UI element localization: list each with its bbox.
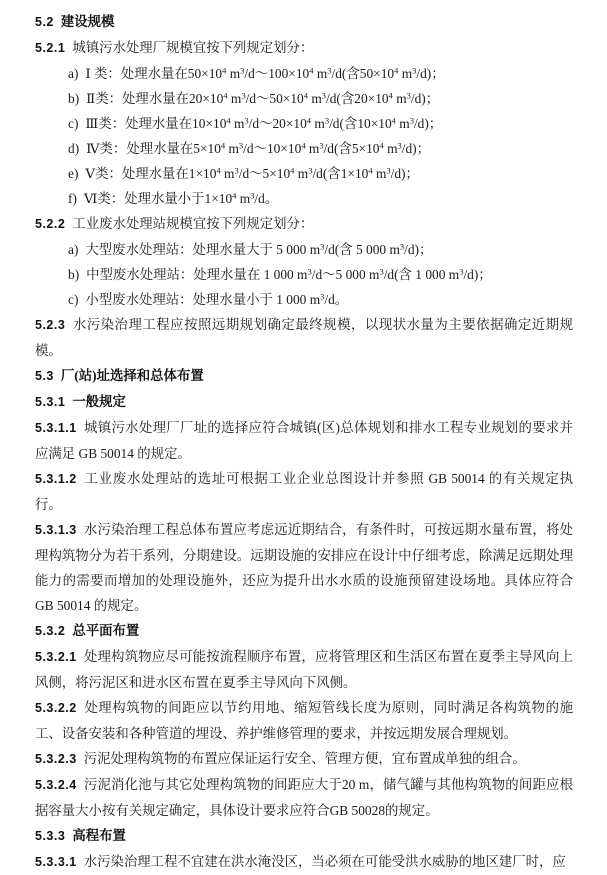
heading-number: 5.3.3 — [35, 829, 66, 843]
section-heading — [35, 618, 573, 644]
section-heading — [35, 389, 573, 415]
clause-number: 5.2.1 — [35, 41, 66, 55]
heading-number: 5.3 — [35, 369, 54, 383]
list-item — [35, 61, 573, 86]
clause-text: 水污染治理工程总体布置应考虑远近期结合，有条件时，可按远期水量布置，将处理构筑物分为若干系列，分期建设。远期设施的安排应在设计中仔细考虑，除满足远期处理能力的需要而增加的处理设施外，还应为提升出水水质的设施预留建设场地。具体应符合 GB 50014 的规定。 — [35, 522, 573, 613]
clause-number: 5.3.2.4 — [35, 778, 77, 792]
document-body — [35, 9, 573, 875]
clause-paragraph — [35, 746, 573, 772]
clause-paragraph — [35, 772, 573, 823]
clause-paragraph — [35, 415, 573, 466]
clause-text: 处理构筑物应尽可能按流程顺序布置，应将管理区和生活区布置在夏季主导风向上风侧，将污泥区和进水区布置在夏季主导风向下风侧。 — [35, 649, 573, 690]
list-item-label: b) — [68, 91, 80, 106]
list-item-label: c) — [68, 116, 79, 131]
clause-text: 水污染治理工程不宜建在洪水淹没区，当必须在可能受洪水威胁的地区建厂时，应 — [83, 854, 566, 869]
clause-paragraph — [35, 35, 573, 61]
clause-paragraph — [35, 695, 573, 746]
clause-text: 城镇污水处理厂厂址的选择应符合城镇(区)总体规划和排水工程专业规划的要求并应满足 GB 50014 的规定。 — [35, 420, 573, 461]
clause-paragraph — [35, 466, 573, 517]
list-item-label: a) — [68, 66, 79, 81]
list-item — [35, 161, 573, 186]
clause-number: 5.3.1.2 — [35, 472, 77, 486]
heading-number: 5.3.1 — [35, 395, 66, 409]
clause-paragraph — [35, 211, 573, 237]
clause-text: 污泥消化池与其它处理构筑物的间距应大于20 m，储气罐与其他构筑物的间距应根据容量大小按有关规定确定，具体设计要求应符合GB 50028的规定。 — [35, 777, 573, 818]
clause-paragraph — [35, 517, 573, 618]
clause-paragraph — [35, 644, 573, 695]
clause-number: 5.3.2.3 — [35, 752, 77, 766]
list-item — [35, 111, 573, 136]
list-item — [35, 86, 573, 111]
list-item-label: d) — [68, 141, 80, 156]
clause-paragraph — [35, 849, 573, 875]
list-item — [35, 287, 573, 312]
list-item-text: 中型废水处理站：处理水量在 1 000 $m^3/d\sim 5$ 000 $m^3/d$(含 1 000 $m^3/d$)； — [86, 266, 492, 282]
heading-number: 5.2 — [35, 15, 54, 29]
list-item-text: Ⅴ类：处理水量在$1\times 10^4$ $m^3/d\sim 5\times 10^4$ $m^3/d$(含$1\times 10^4$ $m^3/d$)； — [85, 165, 419, 181]
list-item — [35, 136, 573, 161]
clause-number: 5.3.2.1 — [35, 650, 77, 664]
heading-number: 5.3.2 — [35, 624, 66, 638]
clause-text: 水污染治理工程应按照远期规划确定最终规模，以现状水量为主要依据确定近期规模。 — [35, 317, 573, 358]
section-heading — [35, 823, 573, 849]
list-item — [35, 186, 573, 211]
clause-number: 5.3.1.3 — [35, 523, 77, 537]
heading-text: 总平面布置 — [72, 623, 140, 638]
clause-number: 5.2.2 — [35, 217, 66, 231]
list-item-text: Ⅳ类：处理水量在$5\times 10^4$ $m^3/d\sim 10\times 10^4$ $m^3/d$(含$5\times 10^4$ $m^3/d$)； — [86, 140, 431, 156]
list-item-label: c) — [68, 292, 79, 307]
clause-text: 工业废水处理站规模宜按下列规定划分： — [72, 216, 314, 231]
section-heading — [35, 9, 573, 35]
list-item-label: a) — [68, 242, 79, 257]
list-item-label: b) — [68, 267, 80, 282]
list-item-text: 大型废水处理站：处理水量大于 5 000 $m^3/d$(含 5 000 $m^3/d$)； — [85, 241, 433, 257]
list-item — [35, 237, 573, 262]
list-item-text: Ⅱ类：处理水量在$20\times 10^4$ $m^3/d\sim 50\times 10^4$ $m^3/d$(含$20\times 10^4$ $m^3/d$)； — [86, 90, 440, 106]
clause-text: 污泥处理构筑物的布置应保证运行安全、管理方便，宜布置成单独的组合。 — [83, 751, 526, 766]
clause-number: 5.3.1.1 — [35, 421, 77, 435]
list-item-text: Ⅵ类：处理水量小于$1\times 10^4$ $m^3/d$。 — [83, 190, 279, 206]
clause-paragraph — [35, 312, 573, 363]
clause-number: 5.3.2.2 — [35, 701, 77, 715]
list-item-label: f) — [68, 191, 77, 206]
clause-number: 5.2.3 — [35, 318, 66, 332]
list-item-text: 小型废水处理站：处理水量小于 1 000 $m^3/d$。 — [85, 291, 349, 307]
clause-text: 城镇污水处理厂规模宜按下列规定划分： — [72, 40, 314, 55]
heading-text: 建设规模 — [60, 14, 115, 29]
clause-text: 工业废水处理站的选址可根据工业企业总图设计并参照 GB 50014 的有关规定执行。 — [35, 471, 573, 512]
heading-text: 高程布置 — [72, 828, 126, 843]
clause-text: 处理构筑物的间距应以节约用地、缩短管线长度为原则，同时满足各构筑物的施工、设备安装和各种管道的埋设、养护维修管理的要求，并按远期发展合理规划。 — [35, 700, 573, 741]
clause-number: 5.3.3.1 — [35, 855, 77, 869]
heading-text: 厂(站)址选择和总体布置 — [60, 368, 204, 383]
list-item-text: Ⅲ类：处理水量在$10\times 10^4$ $m^3/d\sim 20\times 10^4$ $m^3/d$(含$10\times 10^4$ $m^3/d$)； — [85, 115, 443, 131]
list-item — [35, 262, 573, 287]
list-item-text: Ⅰ 类：处理水量在$50\times 10^4$ $m^3/d\sim 100\times 10^4$ $m^3/d$(含$50\times 10^4$ $m^3/d$)； — [85, 65, 445, 81]
list-item-label: e) — [68, 166, 79, 181]
heading-text: 一般规定 — [72, 394, 126, 409]
section-heading — [35, 363, 573, 389]
